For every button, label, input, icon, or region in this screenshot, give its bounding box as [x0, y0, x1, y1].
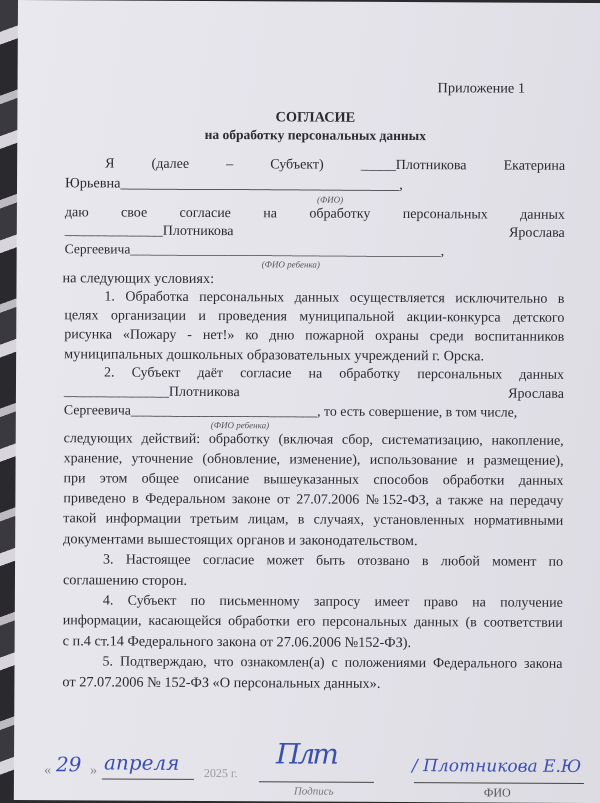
handwritten-day: 29: [55, 752, 82, 777]
para-2-line: _______________Плотникова Ярослава: [63, 384, 564, 402]
signature-line: [259, 781, 374, 783]
para-1-line: 1. Обработка персональных данных осуществляется исключительно в: [104, 289, 565, 307]
para-5-line: от 27.07.2006 № 152-ФЗ «О персональных данных».: [62, 674, 381, 692]
para-2-line: приведено в Федеральном законе от 27.07.2006 №152-ФЗ, а также на передачу: [63, 491, 564, 509]
para-5-line: 5. Подтверждаю, что ознакомлен(а) с положениями Федерального закона: [102, 654, 563, 672]
para-2-line: такой информации третьим лицам, в случаях, установленных нормативными: [63, 511, 564, 529]
handwritten-fio: / Плотникова Е.Ю: [411, 756, 582, 777]
handwritten-month: апреля: [103, 750, 180, 775]
intro-line: Сергеевича______________________________________________,: [64, 241, 445, 259]
signature-caption: Подпись: [293, 785, 334, 798]
para-2-line: документами вышестоящих органов и законодательством.: [63, 531, 418, 550]
intro-line: Я (далее – Субъект) _____Плотникова Екатерина: [105, 156, 566, 174]
appendix-label: Приложение 1: [437, 80, 526, 97]
para-1-line: муниципальных дошкольных образовательных учреждений г. Орска.: [64, 346, 485, 365]
para-3-line: соглашению сторон.: [62, 572, 188, 589]
para-2-line: Сергеевича___________________________, то есть совершение, в том числе,: [63, 402, 518, 420]
para-2-line: хранение, уточнение (обновление, изменение), использование и размещение),: [63, 451, 564, 469]
intro-line: Юрьевна_______________________________________,: [64, 175, 403, 194]
intro-line: на следующих условиях:: [62, 270, 215, 288]
document-title: СОГЛАСИЕ: [275, 109, 356, 126]
para-2-line: следующих действий: обработку (включая сбор, систематизацию, накопление,: [63, 431, 564, 449]
fio-line: [414, 782, 584, 784]
para-4-line: информации, касающейся обработки его персональных данных (в соответствии: [62, 613, 563, 631]
intro-line: даю свое согласие на обработку персональных данных: [64, 205, 565, 223]
child-fio-caption: (ФИО ребенка): [261, 259, 320, 270]
fio-caption: (ФИО): [316, 194, 344, 205]
year-label: 2025 г.: [203, 765, 238, 781]
para-4-line: с п.4 ст.14 Федерального закона от 27.06.2006 №152-ФЗ).: [62, 633, 412, 652]
child-fio-caption: (ФИО ребенка): [210, 420, 270, 431]
date-close-quote: »: [89, 762, 98, 779]
para-2-line: при этом общее описание вышеуказанных способов обработки данных: [63, 471, 564, 489]
para-1-line: рисунка «Пожару - нет!» ко дню пожарной охраны среди воспитанников: [64, 327, 565, 345]
fio-caption: ФИО: [483, 785, 511, 800]
signature: Плт: [275, 737, 336, 771]
document-subtitle: на обработку персональных данных: [204, 126, 427, 144]
consent-document: [14, 0, 600, 803]
para-4-line: 4. Субъект по письменному запросу имеет право на получение: [102, 593, 563, 611]
month-line: [102, 778, 194, 779]
para-1-line: целях организации и проведения муниципальной акции-конкурса детского: [64, 308, 565, 326]
para-2-line: 2. Субъект даёт согласие на обработку персональных данных: [104, 365, 565, 383]
para-3-line: 3. Настоящее согласие может быть отозвано в любой момент по: [103, 552, 564, 570]
intro-line: ______________Плотникова Ярослава: [64, 223, 565, 241]
date-open-quote: «: [43, 762, 52, 779]
